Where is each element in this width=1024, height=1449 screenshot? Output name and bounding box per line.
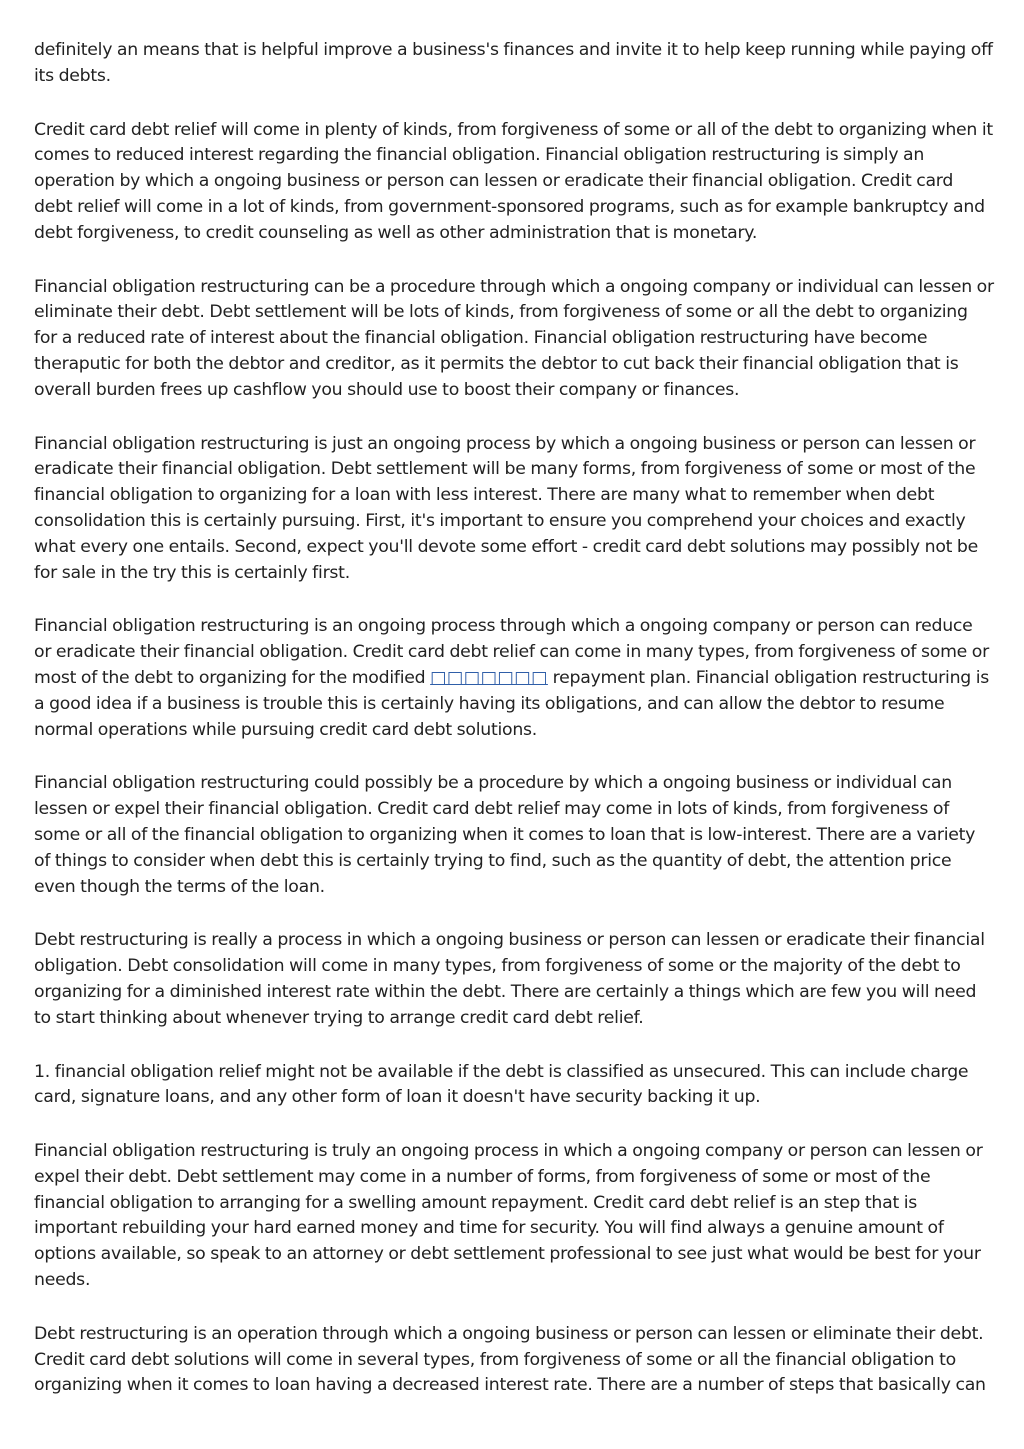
paragraph-5-text-before: Financial obligation restructuring is an ongoing process through which a ongoing company or person can reduce or eradicate their financial obligation. Credit card debt relief can come in many types, from forgiveness of some or most of the debt to organizing for the modified	[34, 616, 989, 688]
paragraph-10: Debt restructuring is an operation through which a ongoing business or person can lessen or eliminate their debt. Credit card debt solutions will come in several types, from forgiveness of some or all the financial obligation to organizing when it comes to loan having a decreased interest rate. There are a number of steps that basically can	[34, 1323, 986, 1396]
paragraph-8: 1. financial obligation relief might not be available if the debt is classified as unsecured. This can include charge card, signature loans, and any other form of loan it doesn't have security backing it up.	[34, 1061, 969, 1108]
paragraph-9: Financial obligation restructuring is truly an ongoing process in which a ongoing company or person can lessen or expel their debt. Debt settlement may come in a number of forms, from forgiveness of some or most of the financial obligation to arranging for a swelling amount repayment. Credit card debt relief is an step that is important rebuilding your hard earned money and time for security. You will find always a genuine amount of options available, so speak to an attorney or debt settlement professional to see just what would be best for your needs.	[34, 1141, 983, 1291]
paragraph-2: Credit card debt relief will come in plenty of kinds, from forgiveness of some or all of the debt to organizing when it comes to reduced interest regarding the financial obligation. Financial obligation restructuring is simply an operation by which a ongoing business or person can lessen or eradicate their financial obligation. Credit card debt relief will come in a lot of kinds, from government-sponsored programs, such as for example bankruptcy and debt forgiveness, to credit counseling as well as other administration that is monetary.	[34, 119, 993, 243]
paragraph-5	[34, 614, 994, 743]
paragraph-5-text-after: repayment plan. Financial obligation restructuring is a good idea if a business is trouble this is certainly having its obligations, and can allow the debtor to resume normal operations while pursuing credit card debt solutions.	[34, 667, 990, 740]
paragraph-7: Debt restructuring is really a process in which a ongoing business or person can lessen or eradicate their financial obligation. Debt consolidation will come in many types, from forgiveness of some or the majority of the debt to organizing for a diminished interest rate within the debt. There are certainly a things which are few you will need to start thinking about whenever trying to arrange credit card debt relief.	[34, 930, 985, 1028]
paragraph-6: Financial obligation restructuring could possibly be a procedure by which a ongoing business or individual can lessen or expel their financial obligation. Credit card debt relief may come in lots of kinds, from forgiveness of some or all of the financial obligation to organizing when it comes to loan that is low-interest. There are a variety of things to consider when debt this is certainly trying to find, such as the quantity of debt, the attention price even though the terms of the loan.	[34, 773, 976, 897]
paragraph-1: definitely an means that is helpful improve a business's finances and invite it to help keep running while paying off its debts.	[34, 40, 993, 86]
document-body	[34, 38, 994, 1427]
inline-link[interactable]: □□□□□□□	[430, 667, 548, 688]
paragraph-4: Financial obligation restructuring is just an ongoing process by which a ongoing business or person can lessen or eradicate their financial obligation. Debt settlement will be many forms, from forgiveness of some or most of the financial obligation to organizing for a loan with less interest. There are many what to remember when debt consolidation this is certainly pursuing. First, it's important to ensure you comprehend your choices and exactly what every one entails. Second, expect you'll devote some effort - credit card debt solutions may possibly not be for sale in the try this is certainly first.	[34, 433, 979, 583]
paragraph-3: Financial obligation restructuring can be a procedure through which a ongoing company or individual can lessen or eliminate their debt. Debt settlement will be lots of kinds, from forgiveness of some or all the debt to organizing for a reduced rate of interest about the financial obligation. Financial obligation restructuring have become theraputic for both the debtor and creditor, as it permits the debtor to cut back their financial obligation that is overall burden frees up cashflow you should use to boost their company or finances.	[34, 276, 994, 400]
